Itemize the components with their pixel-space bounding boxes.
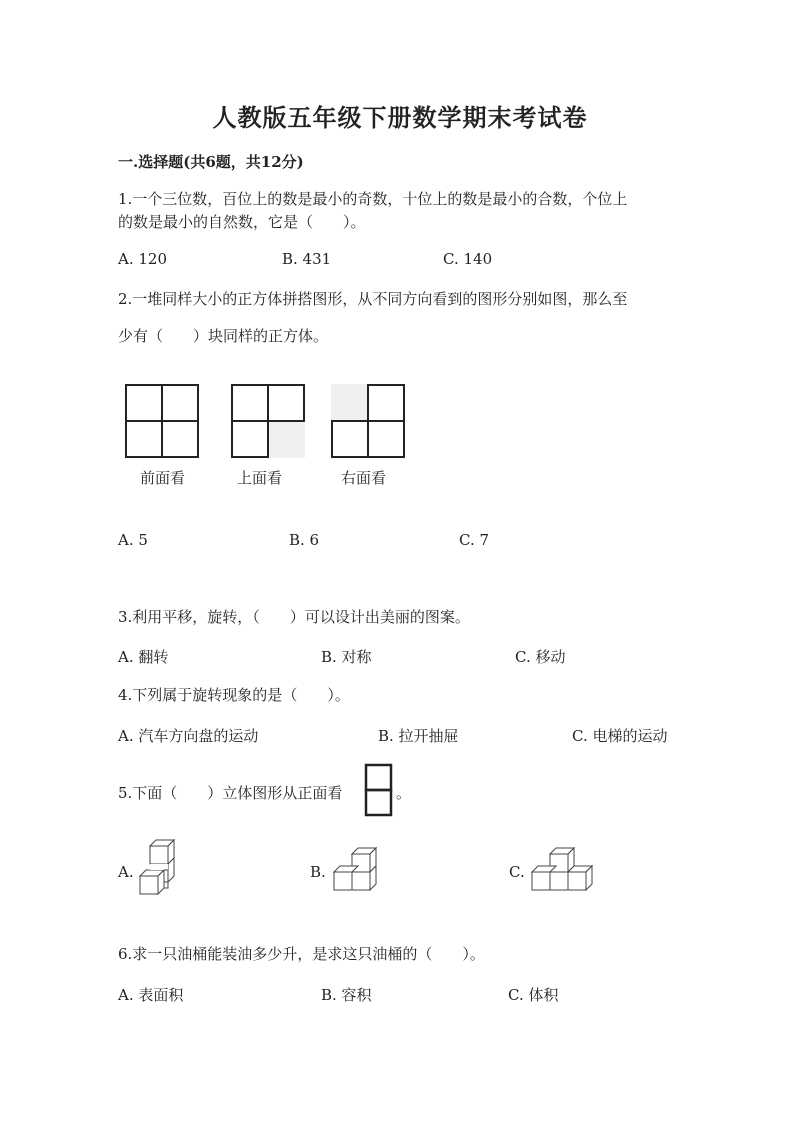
right-view-caption: 右面看 bbox=[341, 469, 387, 487]
question-5-tail: 。 bbox=[396, 784, 412, 802]
q6-option-c[interactable]: C. 体积 bbox=[508, 986, 559, 1004]
q2-option-a[interactable]: A. 5 bbox=[118, 531, 148, 549]
q4-option-a[interactable]: A. 汽车方向盘的运动 bbox=[118, 727, 259, 745]
q4-option-b[interactable]: B. 拉开抽屉 bbox=[378, 727, 459, 745]
question-6-text: 6.求一只油桶能装油多少升，是求这只油桶的（ ）。 bbox=[118, 945, 485, 963]
q6-option-b[interactable]: B. 容积 bbox=[321, 986, 372, 1004]
q5-option-c[interactable]: C. bbox=[509, 863, 525, 881]
q3-option-a[interactable]: A. 翻转 bbox=[118, 648, 169, 666]
front-view-caption: 前面看 bbox=[140, 469, 186, 487]
top-view-figure bbox=[231, 384, 307, 460]
section-heading: 一.选择题(共6题，共12分) bbox=[118, 153, 304, 171]
question-1-line-1: 1.一个三位数，百位上的数是最小的奇数，十位上的数是最小的合数，个位上 bbox=[118, 190, 628, 208]
q5-option-b[interactable]: B. bbox=[310, 863, 326, 881]
question-2-line-1: 2.一堆同样大小的正方体拼搭图形，从不同方向看到的图形分别如图，那么至 bbox=[118, 290, 628, 308]
question-2-line-2: 少有（ ）块同样的正方体。 bbox=[118, 327, 329, 345]
front-view-icon bbox=[365, 764, 393, 818]
q1-option-b[interactable]: B. 431 bbox=[282, 250, 332, 268]
q5-option-c-figure bbox=[526, 846, 604, 900]
top-view-caption: 上面看 bbox=[237, 469, 283, 487]
right-view-figure bbox=[331, 384, 407, 460]
q1-option-c[interactable]: C. 140 bbox=[443, 250, 493, 268]
question-1-line-2: 的数是最小的自然数，它是（ ）。 bbox=[118, 213, 366, 231]
q5-option-a-figure bbox=[136, 838, 182, 900]
question-3-text: 3.利用平移，旋转，（ ）可以设计出美丽的图案。 bbox=[118, 608, 470, 626]
q5-option-b-figure bbox=[326, 846, 382, 900]
question-5-text: 5.下面（ ）立体图形从正面看 bbox=[118, 784, 343, 802]
question-4-text: 4.下列属于旋转现象的是（ ）。 bbox=[118, 686, 350, 704]
q5-option-a[interactable]: A. bbox=[118, 863, 134, 881]
page-title: 人教版五年级下册数学期末考试卷 bbox=[212, 103, 588, 132]
q3-option-c[interactable]: C. 移动 bbox=[515, 648, 566, 666]
q3-option-b[interactable]: B. 对称 bbox=[321, 648, 372, 666]
q2-option-c[interactable]: C. 7 bbox=[459, 531, 490, 549]
q4-option-c[interactable]: C. 电梯的运动 bbox=[572, 727, 668, 745]
front-view-figure bbox=[125, 384, 201, 460]
q6-option-a[interactable]: A. 表面积 bbox=[118, 986, 184, 1004]
q2-option-b[interactable]: B. 6 bbox=[289, 531, 320, 549]
q1-option-a[interactable]: A. 120 bbox=[118, 250, 167, 268]
